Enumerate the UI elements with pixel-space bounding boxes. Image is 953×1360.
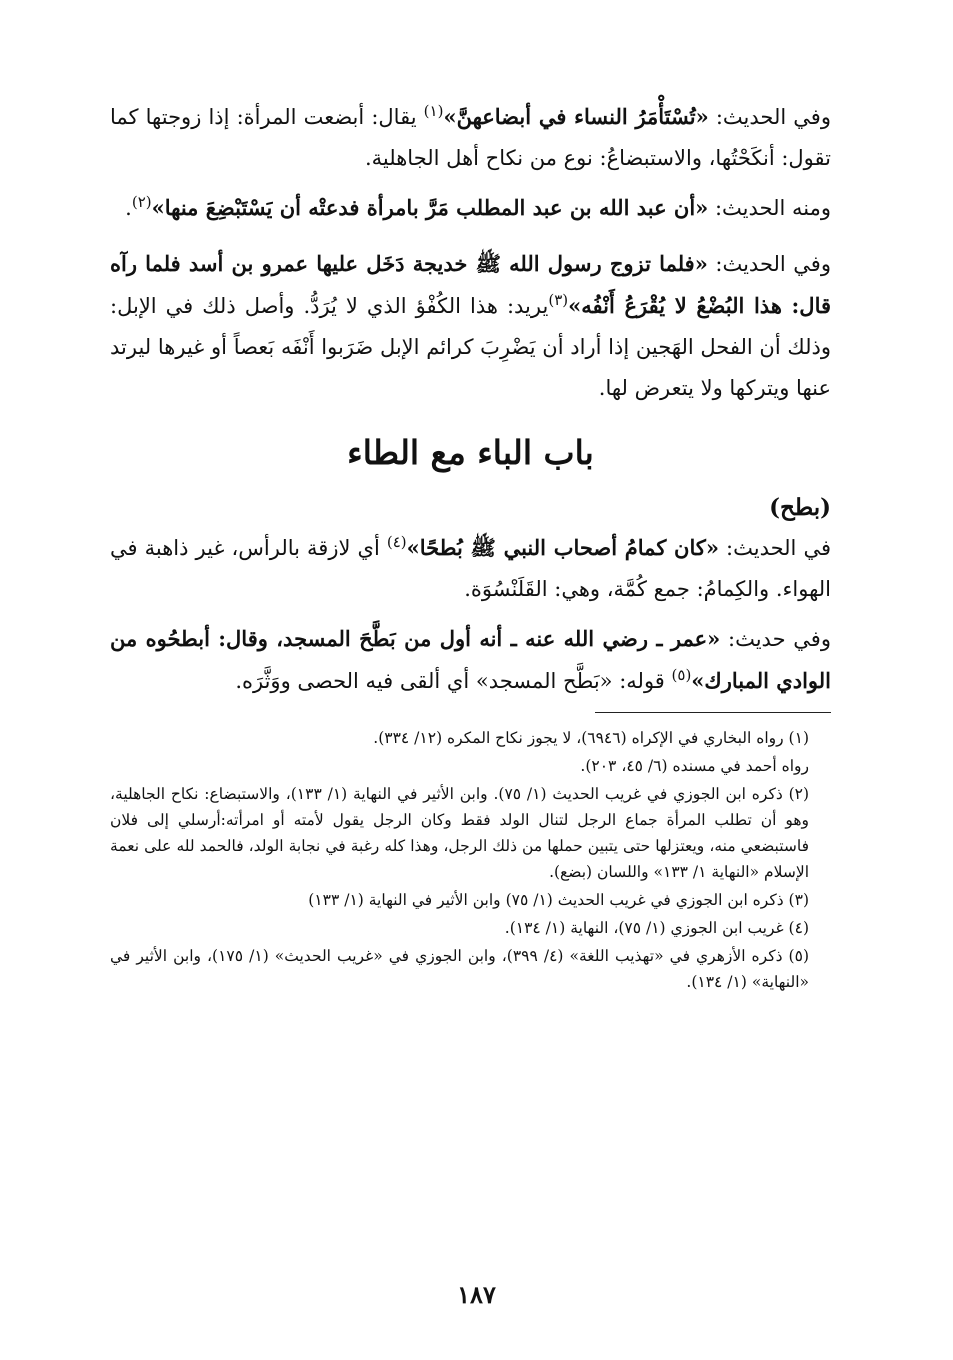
paragraph-1: [110, 96, 831, 179]
paragraph-3: [110, 243, 831, 409]
paragraph-3-intro: وفي الحديث:: [707, 252, 831, 276]
paragraph-4-commentary: أي لازقة بالرأس، غير ذاهبة في الهواء. والكِمامُ: جمع كُمَّة، وهي: القَلَنْسُوَة.: [110, 536, 831, 601]
footnote-1-continued: رواه أحمد في مسنده (٦/ ٤٥، ٢٠٣).: [580, 757, 809, 775]
footnote-ref-1[interactable]: (١): [423, 102, 444, 120]
paragraph-2-intro: ومنه الحديث:: [708, 196, 831, 220]
footnote-5: (٥) ذكره الأزهري في «تهذيب اللغة» (٤/ ٣٩٩)، وابن الجوزي في «غريب الحديث» (١/ ١٧٥)، وابن الأثير في «النهاية» (١/ ١٣٤).: [110, 947, 809, 991]
footnote-3: (٣) ذكره ابن الجوزي في غريب الحديث (١/ ٧٥) وابن الأثير في النهاية (١/ ١٣٣): [308, 891, 809, 909]
paragraph-5-commentary: قوله: «بَطَّح المسجد» أي ألقى فيه الحصى ووَثَّرَه.: [235, 669, 672, 693]
paragraph-5-intro: وفي حديث:: [720, 627, 831, 651]
main-text: [110, 96, 831, 702]
paragraph-3-hadith: «فلما تزوج رسول الله ﷺ خديجة دَخَل عليها عمرو بن أسد فلما رآه قال: هذا البُضْعُ لا يُقْرَعُ أَنْفُه»: [110, 251, 832, 318]
paragraph-4-intro: في الحديث:: [718, 536, 831, 560]
footnote-ref-3[interactable]: (٣): [548, 291, 569, 309]
paragraph-5-hadith: «عمر ـ رضي الله عنه ـ أنه أول من بَطَّحَ المسجد، وقال: أبطحُوه من الوادي المبارك»: [110, 626, 831, 693]
page-number: ١٨٧: [457, 1280, 496, 1309]
book-page: [110, 96, 831, 1360]
paragraph-2-end: .: [125, 196, 132, 220]
footnote-ref-2[interactable]: (٢): [131, 193, 152, 211]
paragraph-3-commentary: يريد: هذا الكُفْؤ الذي لا يُرَدُّ. وأصل ذلك في الإبل: وذلك أن الفحل الهَجين إذا أراد أن يَضْرِبَ كرائم الإبل ضَرَبوا أَنْفَه بَعصاً أو غيرها ليرتد عنها ويتركها ولا يتعرض لها.: [110, 294, 831, 400]
paragraph-2: [110, 187, 831, 229]
paragraph-4: [110, 527, 831, 610]
paragraph-1-intro: وفي الحديث:: [708, 105, 831, 129]
paragraph-5: [110, 618, 831, 702]
paragraph-4-hadith: «كان كمامُ أصحاب النبي ﷺ بُطحًا»: [406, 535, 719, 560]
footnote-1: (١) رواه البخاري في الإكراه (٦٩٤٦)، لا يجوز نكاح المكره (١٢/ ٣٣٤).: [373, 729, 809, 747]
footnotes: [110, 725, 831, 995]
footnote-2: (٢) ذكره ابن الجوزي في غريب الحديث (١/ ٧٥). وابن الأثير في النهاية (١/ ١٣٣)، والاستبضاع: نكاح الجاهلية، وهو أن تطلب المرأة جماع الرجل لتنال الولد فقط وكان الرجل يقول لأمته أو امرأته:أرسلي إلى فلان فاستبضعي منه، ويعتزلها حتى يتبين حملها من ذلك الرجل، وهذا كله رغبة في نجابة الولد، فالحمد لله على نعمة الإسلام «النهاية ١/ ١٣٣» واللسان (بضع).: [110, 785, 810, 881]
footnote-separator: [595, 712, 831, 713]
paragraph-2-hadith: «أن عبد الله بن عبد المطلب مَرَّ بامرأة فدعتْه أن يَسْتَبْضِعَ منها»: [151, 195, 709, 220]
section-heading: باب الباء مع الطاء: [347, 433, 594, 472]
entry-heading: (بطح): [769, 494, 831, 521]
footnote-4: (٤) غريب ابن الجوزي (١/ ٧٥)، النهاية (١/ ١٣٤).: [504, 919, 809, 937]
footnote-ref-5[interactable]: (٥): [671, 666, 692, 684]
paragraph-1-commentary: يقال: أبضعت المرأة: إذا زوجتها كما تقول: أنكَحْتُها، والاستبضاعُ: نوع من نكاح أهل الجاهلية.: [110, 105, 831, 170]
footnote-ref-4[interactable]: (٤): [386, 533, 407, 551]
paragraph-1-hadith: «تُسْتَأْمَرُ النساء في أبضاعهنَّ»: [443, 104, 709, 129]
